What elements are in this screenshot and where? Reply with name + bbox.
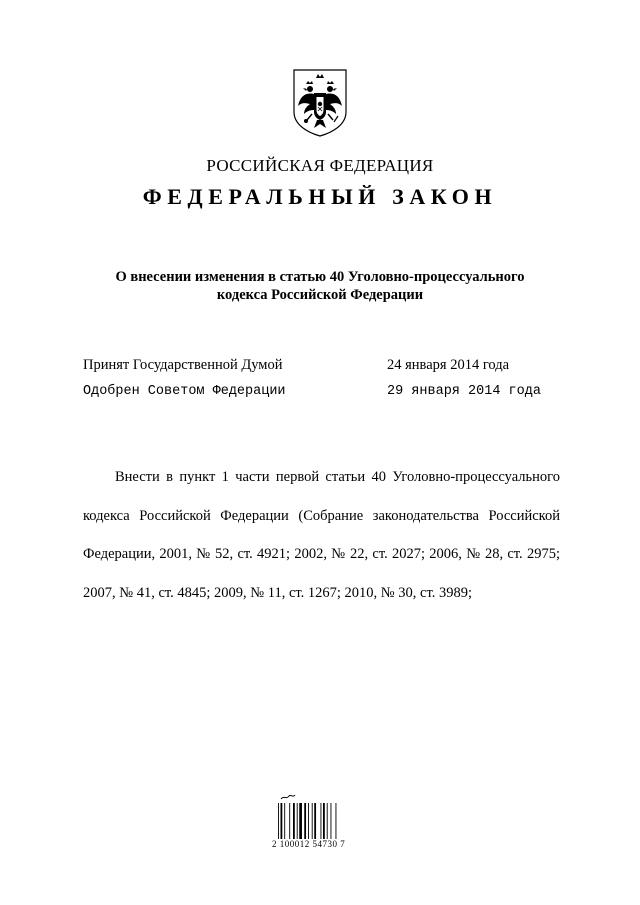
adopted-date: 24 января 2014 года: [387, 357, 510, 373]
country-name: РОССИЙСКАЯ ФЕДЕРАЦИЯ: [206, 156, 434, 175]
signature-mark-icon: [280, 793, 296, 801]
law-title-line-1: О внесении изменения в статью 40 Уголовно-процессуального: [115, 269, 525, 285]
barcode-bars: [278, 803, 358, 839]
approved-date: 29 января 2014 года: [387, 384, 541, 399]
coat-of-arms-emblem: [288, 66, 352, 138]
double-headed-eagle-icon: [288, 66, 352, 138]
document-type-heading: ФЕДЕРАЛЬНЫЙ ЗАКОН: [142, 184, 498, 209]
approved-by-council-label: Одобрен Советом Федерации: [83, 384, 286, 399]
barcode-number: 2 100012 54730 7: [272, 839, 346, 849]
adopted-by-duma-label: Принят Государственной Думой: [83, 357, 283, 373]
law-title-line-2: кодекса Российской Федерации: [216, 287, 424, 303]
law-body-paragraph: Внести в пункт 1 части первой статьи 40 Уголовно-процессуального кодекса Российской Федерации (Собрание законодательства Российской Федерации, 2001, № 52, ст. 4921; 2002, № 22, ст. 2027; 2006, № 28, ст. 2975; 2007, № 41, ст. 4845; 2009, № 11, ст. 1267; 2010, № 30, ст. 3989;: [83, 469, 560, 601]
barcode: [270, 793, 362, 857]
law-title: [100, 268, 540, 304]
